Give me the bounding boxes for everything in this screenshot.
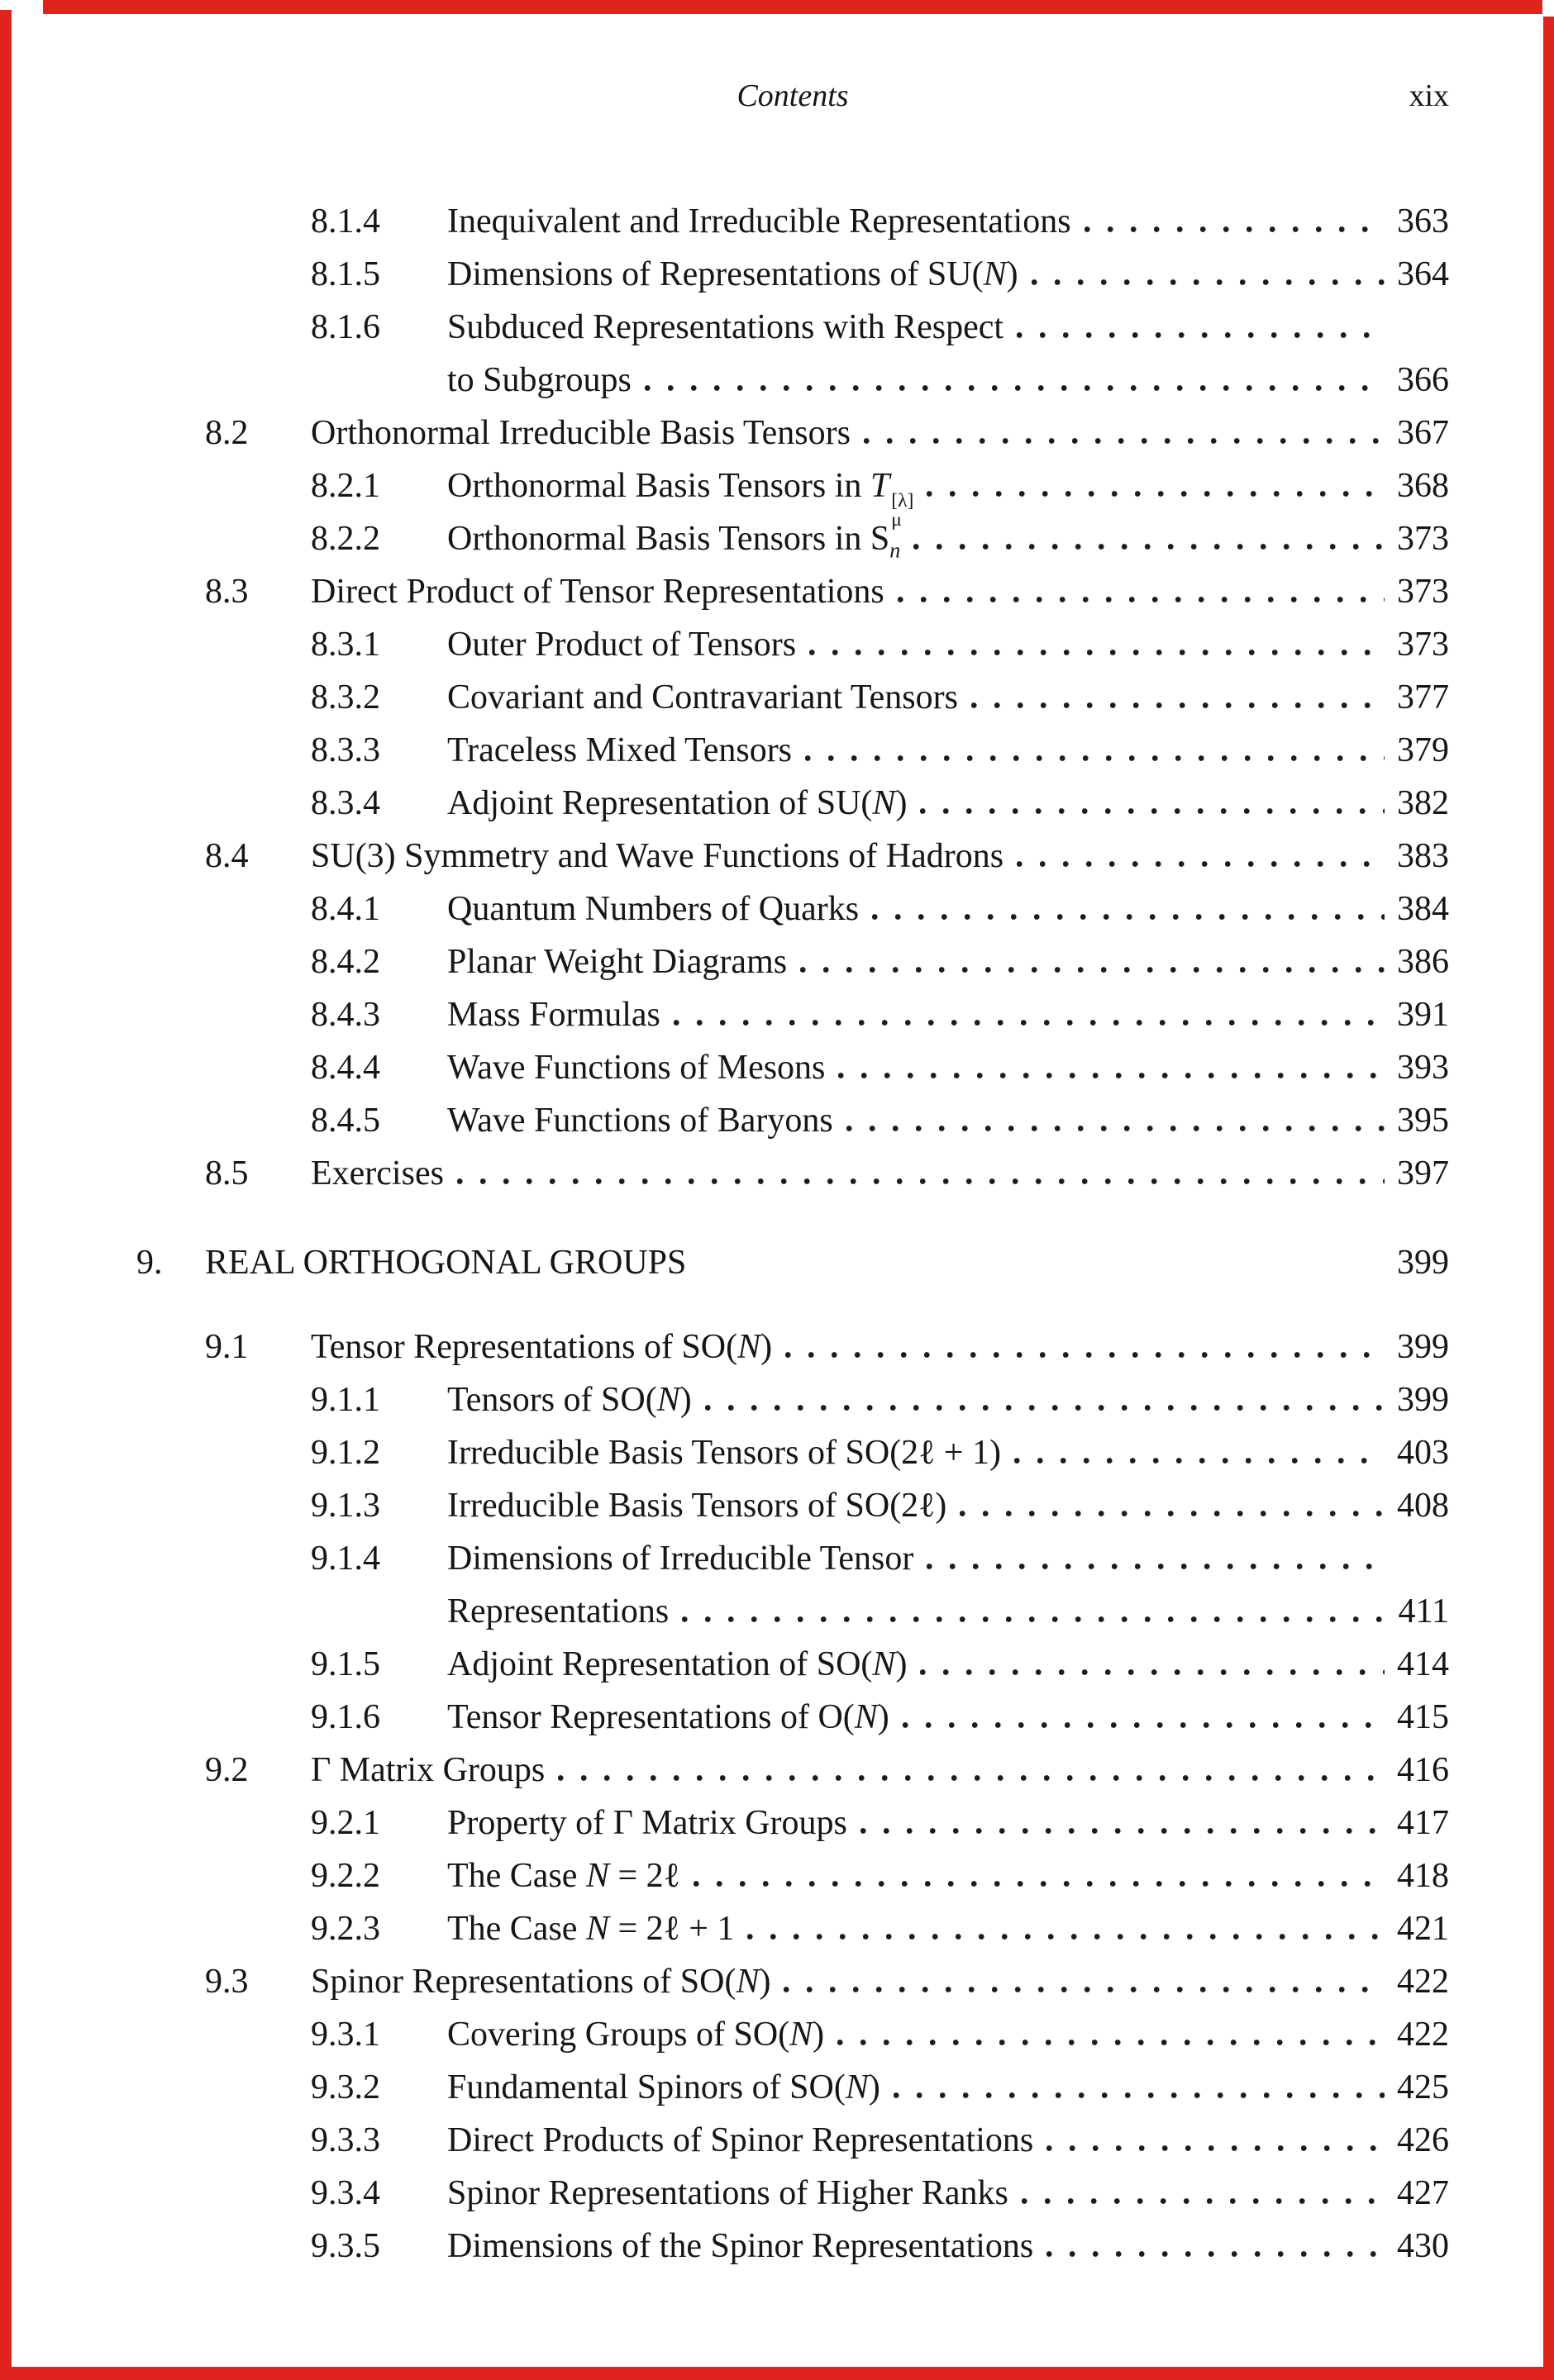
toc-entry-row <box>136 1321 1449 1373</box>
toc-entry-row <box>136 2167 1449 2220</box>
dot-leader <box>809 650 1385 655</box>
entry-number: 8.1.4 <box>311 202 380 240</box>
entry-title: Tensor Representations of O(N) <box>447 1698 889 1736</box>
entry-number: 9.2 <box>205 1751 249 1789</box>
toc-entry-row <box>136 2114 1449 2167</box>
entry-page-number: 373 <box>1397 520 1449 558</box>
toc-entry-row <box>136 935 1449 988</box>
entry-title: Orthonormal Basis Tensors in T [λ] μ <box>447 467 914 531</box>
toc-entry-row <box>136 1479 1449 1532</box>
scan-mark-left <box>0 10 12 2380</box>
toc-entry-row <box>136 1585 1449 1638</box>
toc-list <box>136 195 1449 2273</box>
dot-leader <box>960 1511 1385 1516</box>
dot-leader <box>837 2040 1385 2045</box>
toc-entry-row <box>136 1849 1449 1902</box>
toc-entry-row <box>136 777 1449 830</box>
toc-entry-row <box>136 1744 1449 1797</box>
toc-entry-row <box>136 301 1449 354</box>
entry-title: Wave Functions of Baryons <box>447 1102 833 1140</box>
entry-title: Property of Γ Matrix Groups <box>447 1804 847 1842</box>
entry-title: Tensors of SO(N) <box>447 1381 692 1419</box>
entry-page-number: 415 <box>1397 1698 1449 1736</box>
entry-number: 9.3.1 <box>311 2016 380 2054</box>
entry-page-number: 426 <box>1397 2121 1449 2159</box>
entry-page-number: 416 <box>1397 1751 1449 1789</box>
entry-page-number: 430 <box>1397 2227 1449 2265</box>
toc-entry-row <box>136 354 1449 407</box>
entry-page-number: 403 <box>1397 1434 1449 1472</box>
entry-title: Planar Weight Diagrams <box>447 943 788 981</box>
entry-number: 9.3.3 <box>311 2121 380 2159</box>
entry-number: 8.2.2 <box>311 520 380 558</box>
entry-title: Spinor Representations of SO(N) <box>311 1963 771 2001</box>
dot-leader <box>1014 1458 1385 1464</box>
entry-title: to Subgroups <box>447 361 632 399</box>
dot-leader <box>903 1722 1385 1728</box>
entry-page-number: 397 <box>1397 1154 1449 1192</box>
entry-page-number: 383 <box>1397 837 1449 875</box>
entry-title: Tensor Representations of SO(N) <box>311 1328 773 1366</box>
toc-entry-row <box>136 830 1449 883</box>
dot-leader <box>805 755 1385 761</box>
dot-leader <box>785 1352 1385 1358</box>
toc-entry-row <box>136 618 1449 671</box>
dot-leader <box>558 1775 1385 1781</box>
dot-leader <box>682 1616 1385 1622</box>
entry-title: Covariant and Contravariant Tensors <box>447 678 958 716</box>
toc-entry-row <box>136 459 1449 531</box>
entry-number: 9.3.5 <box>311 2227 380 2265</box>
entry-number: 9.2.1 <box>311 1804 380 1842</box>
toc-entry-row <box>136 724 1449 777</box>
entry-number: 8.3.1 <box>311 626 380 664</box>
entry-page-number: 427 <box>1397 2174 1449 2212</box>
scan-mark-bottom <box>0 2367 1554 2380</box>
entry-page-number: 386 <box>1397 943 1449 981</box>
entry-number: 8.4.1 <box>311 890 380 928</box>
entry-title: Adjoint Representation of SO(N) <box>447 1645 908 1683</box>
dot-leader <box>864 438 1385 444</box>
entry-page-number: 422 <box>1397 1963 1449 2001</box>
entry-title: Inequivalent and Irreducible Representations <box>447 202 1071 240</box>
toc-entry-row <box>136 248 1449 301</box>
dot-leader <box>898 597 1385 602</box>
toc-entry-row <box>136 1638 1449 1691</box>
toc-entry-row <box>136 565 1449 618</box>
entry-page-number: 367 <box>1397 414 1449 452</box>
entry-title: Spinor Representations of Higher Ranks <box>447 2174 1008 2212</box>
entry-page-number: 366 <box>1397 361 1449 399</box>
entry-title: Γ Matrix Groups <box>311 1751 546 1789</box>
entry-number: 8.2.1 <box>311 467 380 505</box>
toc-entry-row <box>136 1373 1449 1426</box>
dot-leader <box>1046 2251 1385 2257</box>
entry-number: 9.1 <box>205 1328 249 1366</box>
toc-entry-row <box>136 1955 1449 2008</box>
dot-leader <box>645 385 1385 391</box>
toc-chapter-row <box>136 1236 1449 1289</box>
entry-page-number: 399 <box>1397 1244 1449 1282</box>
dot-leader <box>872 914 1385 920</box>
entry-title: Dimensions of Irreducible Tensor <box>447 1540 914 1578</box>
toc-entry-row <box>136 883 1449 935</box>
entry-number: 9.3 <box>205 1963 249 2001</box>
entry-page-number: 399 <box>1397 1328 1449 1366</box>
entry-number: 8.3.4 <box>311 784 380 822</box>
entry-number: 8.4.3 <box>311 996 380 1034</box>
entry-page-number: 364 <box>1397 255 1449 293</box>
entry-title: The Case N = 2ℓ <box>447 1857 680 1895</box>
toc-entry-row <box>136 1691 1449 1744</box>
entry-number: 9.1.6 <box>311 1698 380 1736</box>
entry-page-number: 377 <box>1397 678 1449 716</box>
toc-entry-row <box>136 1094 1449 1147</box>
dot-leader <box>800 967 1385 973</box>
entry-page-number: 408 <box>1397 1487 1449 1525</box>
entry-title: Orthonormal Irreducible Basis Tensors <box>311 414 851 452</box>
page-number: xix <box>1409 79 1449 113</box>
toc-entry-row <box>136 988 1449 1041</box>
entry-number: 8.4 <box>205 837 249 875</box>
dot-leader <box>860 1828 1385 1834</box>
entry-page-number: 395 <box>1397 1102 1449 1140</box>
dot-leader <box>838 1073 1385 1078</box>
entry-title: Dimensions of the Spinor Representations <box>447 2227 1034 2265</box>
dot-leader <box>1032 279 1385 285</box>
dot-leader <box>1084 226 1385 232</box>
dot-leader <box>927 1564 1385 1569</box>
dot-leader <box>694 1881 1385 1887</box>
entry-number: 8.4.4 <box>311 1049 380 1087</box>
dot-leader <box>913 544 1385 550</box>
entry-number: 9.3.4 <box>311 2174 380 2212</box>
dot-leader <box>784 1987 1385 1992</box>
toc-entry-row <box>136 1532 1449 1585</box>
entry-number: 8.3.3 <box>311 731 380 769</box>
dot-leader <box>971 702 1385 708</box>
entry-title: SU(3) Symmetry and Wave Functions of Hadrons <box>311 837 1004 875</box>
entry-page-number: 382 <box>1397 784 1449 822</box>
entry-number: 9.2.2 <box>311 1857 380 1895</box>
entry-number: 8.4.5 <box>311 1102 380 1140</box>
entry-title: Direct Product of Tensor Representations <box>311 573 884 611</box>
entry-page-number: 418 <box>1397 1857 1449 1895</box>
entry-number: 9.1.5 <box>311 1645 380 1683</box>
toc-entry-row <box>136 2061 1449 2114</box>
entry-page-number: 384 <box>1397 890 1449 928</box>
entry-title: Exercises <box>311 1154 444 1192</box>
entry-number: 9.1.3 <box>311 1487 380 1525</box>
entry-title: Orthonormal Basis Tensors in $S_n$ <box>447 520 901 563</box>
entry-number: 8.3.2 <box>311 678 380 716</box>
entry-title: Mass Formulas <box>447 996 660 1034</box>
entry-page-number: 411 <box>1398 1592 1449 1630</box>
dot-leader <box>920 808 1385 814</box>
dot-leader <box>1017 332 1385 338</box>
dot-leader <box>1017 861 1385 867</box>
toc-entry-row <box>136 1147 1449 1200</box>
entry-page-number: 399 <box>1397 1381 1449 1419</box>
entry-page-number: 393 <box>1397 1049 1449 1087</box>
entry-number: 9. <box>136 1244 163 1282</box>
entry-title: Representations <box>447 1592 670 1630</box>
entry-title: Dimensions of Representations of SU(N) <box>447 255 1018 293</box>
entry-page-number: 417 <box>1397 1804 1449 1842</box>
dot-leader <box>927 491 1385 497</box>
entry-number: 8.5 <box>205 1154 249 1192</box>
entry-page-number: 379 <box>1397 731 1449 769</box>
entry-title: REAL ORTHOGONAL GROUPS <box>205 1244 687 1282</box>
toc-entry-row <box>136 407 1449 459</box>
entry-page-number: 373 <box>1397 626 1449 664</box>
entry-number: 8.3 <box>205 573 249 611</box>
dot-leader <box>1046 2145 1385 2151</box>
entry-page-number: 422 <box>1397 2016 1449 2054</box>
entry-page-number: 363 <box>1397 202 1449 240</box>
dot-leader <box>457 1178 1385 1184</box>
entry-page-number: 421 <box>1397 1910 1449 1948</box>
toc-entry-row <box>136 2008 1449 2061</box>
dot-leader <box>1022 2198 1385 2204</box>
dot-leader <box>920 1669 1385 1675</box>
entry-number: 8.4.2 <box>311 943 380 981</box>
entry-page-number: 425 <box>1397 2068 1449 2106</box>
page-header <box>136 73 1449 119</box>
entry-title: Quantum Numbers of Quarks <box>447 890 860 928</box>
entry-title: Fundamental Spinors of SO(N) <box>447 2068 880 2106</box>
entry-title: The Case N = 2ℓ + 1 <box>447 1910 735 1948</box>
running-title: Contents <box>736 79 849 113</box>
entry-number: 8.1.5 <box>311 255 380 293</box>
entry-title: Irreducible Basis Tensors of SO(2ℓ) <box>447 1487 947 1525</box>
entry-page-number: 373 <box>1397 573 1449 611</box>
entry-number: 8.2 <box>205 414 249 452</box>
scan-mark-right <box>1543 17 1554 2380</box>
entry-title: Direct Products of Spinor Representations <box>447 2121 1034 2159</box>
dot-leader <box>846 1126 1385 1131</box>
toc-entry-row <box>136 2220 1449 2273</box>
dot-leader <box>894 2092 1385 2098</box>
dot-leader <box>674 1020 1385 1026</box>
entry-number: 8.1.6 <box>311 308 380 346</box>
toc-entry-row <box>136 1041 1449 1094</box>
dot-leader <box>705 1405 1385 1411</box>
entry-number: 9.2.3 <box>311 1910 380 1948</box>
toc-entry-row <box>136 512 1449 565</box>
entry-number: 9.1.1 <box>311 1381 380 1419</box>
entry-page-number: 391 <box>1397 996 1449 1034</box>
scan-mark-top <box>43 0 1542 14</box>
entry-title: Outer Product of Tensors <box>447 626 797 664</box>
entry-number: 9.1.2 <box>311 1434 380 1472</box>
entry-title: Irreducible Basis Tensors of SO(2ℓ + 1) <box>447 1434 1001 1472</box>
entry-number: 9.1.4 <box>311 1540 380 1578</box>
entry-title: Subduced Representations with Respect <box>447 308 1004 346</box>
toc-entry-row <box>136 195 1449 248</box>
entry-title: Adjoint Representation of SU(N) <box>447 784 908 822</box>
entry-number: 9.3.2 <box>311 2068 380 2106</box>
toc-entry-row <box>136 1902 1449 1955</box>
entry-title: Wave Functions of Mesons <box>447 1049 826 1087</box>
toc-entry-row <box>136 671 1449 724</box>
dot-leader <box>699 1268 1385 1273</box>
toc-entry-row <box>136 1426 1449 1479</box>
entry-title: Covering Groups of SO(N) <box>447 2016 825 2054</box>
dot-leader <box>747 1934 1385 1940</box>
entry-page-number: 414 <box>1397 1645 1449 1683</box>
entry-title: Traceless Mixed Tensors <box>447 731 793 769</box>
entry-page-number: 368 <box>1397 467 1449 505</box>
toc-entry-row <box>136 1797 1449 1849</box>
